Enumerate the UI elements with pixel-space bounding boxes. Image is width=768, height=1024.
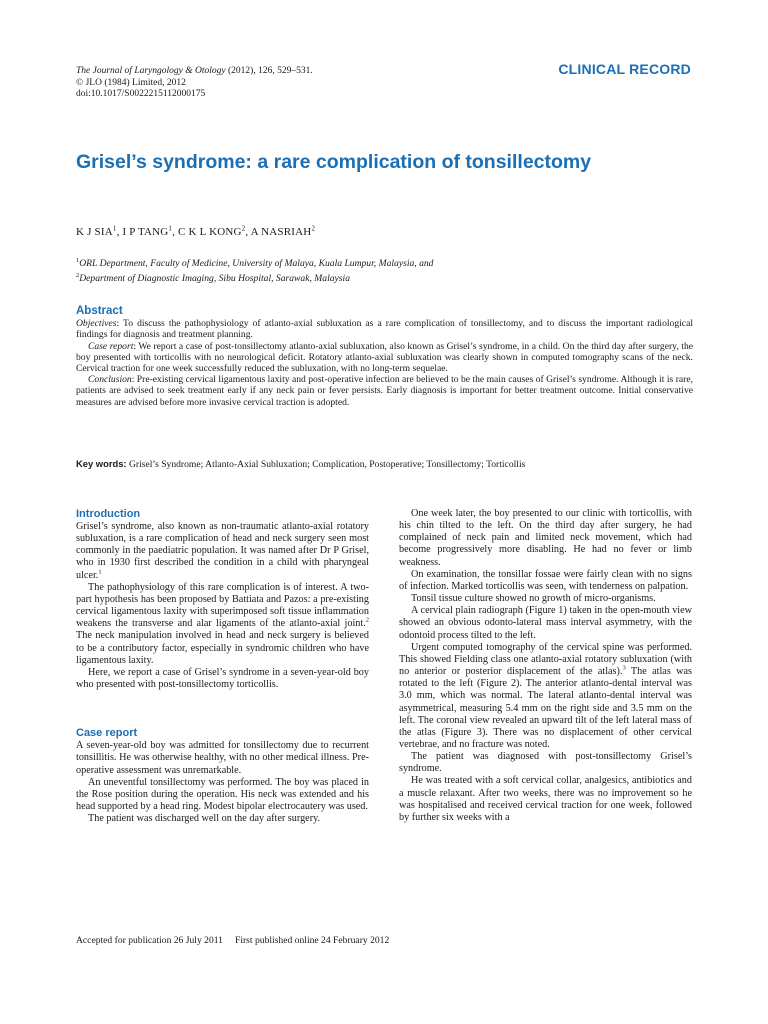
abstract-case-report: Case report: We report a case of post-tonsillectomy atlanto-axial subluxation, also known as Grisel’s syndrome, in a child. On the third day after surgery, the boy presented with torticollis with no neurological deficit. Rotatory atlanto-axial subluxation was clearly shown in computed tomography scans of the neck. Cervical traction for one week successfully reduced the subluxation, with no long-term sequelae.	[76, 340, 693, 375]
case-report-heading: Case report	[76, 727, 138, 740]
article-title: Grisel’s syndrome: a rare complication of tonsillectomy	[76, 151, 592, 173]
published-date: First published online 24 February 2012	[234, 935, 390, 946]
abstract-conclusion: Conclusion: Pre-existing cervical ligamentous laxity and post-operative infection are believed to be the main causes of Grisel’s syndrome. Although it is rare, patients are advised to seek treatment early if any neck pain or fever persists. Early diagnosis is important for better treatment outcome. Initial conservative measures are advised before more invasive cervical traction is adopted.	[76, 374, 693, 408]
body-paragraph: Tonsil tissue culture showed no growth of micro-organisms.	[411, 593, 656, 605]
journal-line	[76, 66, 313, 78]
body-paragraph: The patient was discharged well on the day after surgery.	[88, 813, 321, 825]
journal-name: The Journal of Laryngology & Otology	[76, 66, 226, 76]
body-paragraph: The patient was diagnosed with post-tonsillectomy Grisel’s syndrome.	[399, 751, 692, 775]
body-paragraph: An uneventful tonsillectomy was performed. The boy was placed in the Rose position during the operation. His neck was extended and his head supported by a head ring. Modest bipolar electrocautery was used.	[76, 776, 369, 812]
journal-citation	[76, 66, 313, 101]
publication-dates	[76, 935, 389, 946]
reference-marker: 2	[365, 616, 369, 624]
affiliation: $^1$ORL Department, Faculty of Medicine, University of Malaya, Kuala Lumpur, Malaysia, and	[76, 257, 434, 270]
abstract-heading: Abstract	[76, 305, 123, 317]
body-paragraph: Grisel’s syndrome, also known as non-traumatic atlanto-axial rotatory subluxation, is a rare complication of head and neck surgery seen most commonly in the paediatric population. It was named after Dr P Grisel, who in 1930 first described the condition in a child with pharyngeal ulcer.$^1$	[76, 521, 369, 581]
body-paragraph: Urgent computed tomography of the cervical spine was performed. This showed Fielding class one atlanto-axial rotatory subluxation (with no anterior or posterior displacement of the atlas).$^3$ The atlas was rotated to the left (Figure 2). The anterior atlanto-dental interval was 3.0 mm, which was normal. The lateral atlanto-dental interval was asymmetrical, measuring 5.4 mm on the right side and 3.5 mm on the left. The coronal view revealed an upward tilt of the left lateral mass of the atlas (Figure 3). There was no displacement of other cervical vertebrae, and no fracture was noted.	[399, 641, 693, 750]
journal-cite: (2012), 126, 529–531.	[225, 66, 313, 76]
keywords-line	[76, 458, 693, 470]
keywords-text: Grisel’s Syndrome; Atlanto-Axial Subluxation; Complication, Postoperative; Tonsillectomy; Torticollis	[128, 459, 526, 470]
body-paragraph: Here, we report a case of Grisel’s syndrome in a seven-year-old boy who presented with post-tonsillectomy torticollis.	[76, 666, 369, 691]
affiliation-list	[76, 255, 433, 285]
doi-line: doi:10.1017/S0022215112000175	[76, 89, 206, 99]
copyright-line: © JLO (1984) Limited, 2012	[76, 77, 186, 88]
reference-marker: 1	[98, 568, 102, 576]
record-type-label: CLINICAL RECORD	[558, 61, 691, 77]
accepted-date: Accepted for publication 26 July 2011	[76, 935, 223, 946]
body-column-right	[399, 508, 692, 824]
abstract-section	[76, 306, 693, 408]
affiliation: $^2$Department of Diagnostic Imaging, Sibu Hospital, Sarawak, Malaysia	[76, 272, 350, 285]
author-list	[76, 224, 315, 238]
body-paragraph: On examination, the tonsillar fossae were fairly clean with no signs of infection. Marked torticollis was seen, with tenderness on palpation.	[399, 568, 692, 592]
author: C K L KONG$^2$,	[178, 224, 251, 238]
author: I P TANG$^1$,	[122, 224, 179, 238]
author: K J SIA$^1$,	[76, 224, 123, 238]
introduction-heading: Introduction	[76, 508, 141, 520]
body-paragraph: A seven-year-old boy was admitted for tonsillectomy due to recurrent tonsillitis. He was otherwise healthy, with no other medical illness. Pre-operative assessment was unremarkable.	[76, 740, 369, 776]
keywords-label: Key words:	[76, 458, 127, 469]
body-paragraph: He was treated with a soft cervical collar, analgesics, antibiotics and a muscle relaxant. After two weeks, there was no improvement so he was hospitalised and received cervical traction for one week, followed by further six weeks with a	[399, 775, 692, 823]
abstract-objectives: Objectives: To discuss the pathophysiology of atlanto-axial subluxation as a rare complication of tonsillectomy, and to discuss the important radiological findings for diagnosis and treatment planning.	[76, 318, 693, 341]
author: A NASRIAH$^2$	[250, 224, 316, 238]
body-column-left	[76, 508, 369, 825]
body-paragraph: One week later, the boy presented to our clinic with torticollis, with his chin tilted to the left. On the third day after surgery, he had complained of neck pain and limited neck movement, which had become progressively more disabling. He had no fever or limb weakness.	[399, 508, 692, 568]
section-spacer	[76, 691, 369, 727]
reference-marker: 3	[622, 664, 626, 672]
body-paragraph: The pathophysiology of this rare complication is of interest. A two-part hypothesis has been proposed by Battiata and Pazos: a pre-existing cervical ligamentous laxity with superimposed soft tissue inflammation weakens the transverse and alar ligaments of the atlanto-axial joint.$^2$ The neck manipulation involved in head and neck surgery is believed to be a contributory factor, especially in syndromic children who have ligamentous laxity.	[76, 581, 369, 666]
body-paragraph: A cervical plain radiograph (Figure 1) taken in the open-mouth view showed an obvious odonto-lateral mass interval asymmetry, with the odontoid process tilted to the left.	[399, 605, 692, 641]
